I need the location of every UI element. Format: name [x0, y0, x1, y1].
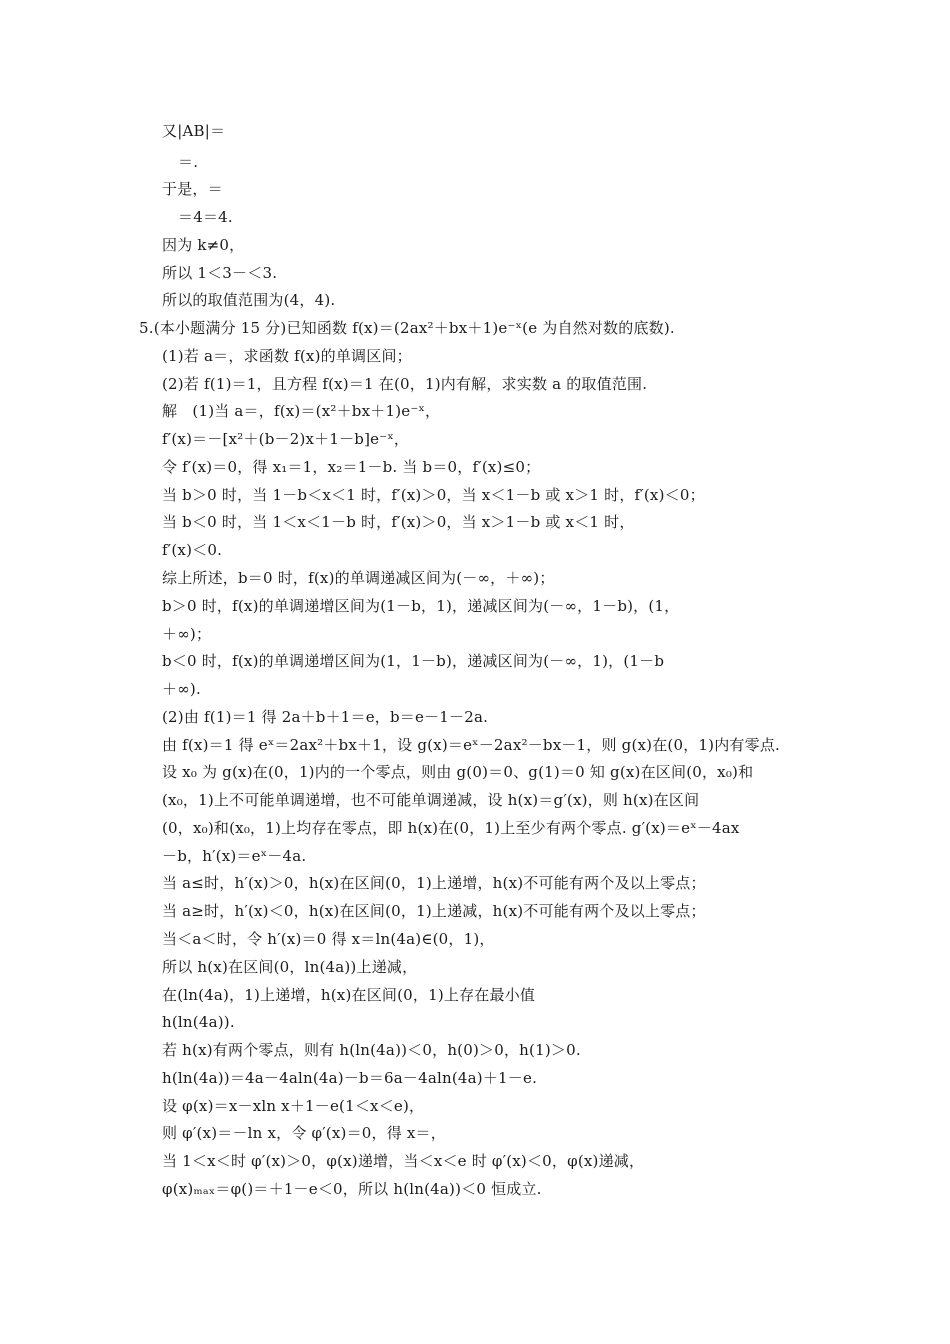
text-line: 当 b＜0 时，当 1＜x＜1－b 时，f′(x)＞0，当 x＞1－b 或 x＜1 时，	[162, 513, 635, 531]
text-line: (2)由 f(1)＝1 得 2a＋b＋1＝e，b＝e－1－2a.	[162, 708, 489, 726]
text-line: 由 f(x)＝1 得 eˣ＝2ax²＋bx＋1，设 g(x)＝eˣ－2ax²－bx－1，则 g(x)在(0，1)内有零点.	[162, 736, 780, 754]
text-line: b＜0 时，f(x)的单调递增区间为(1，1－b)，递减区间为(－∞，1)，(1－b	[162, 652, 665, 670]
text-line: 于是，＝	[162, 180, 223, 198]
text-line: 又|AB|＝	[162, 122, 226, 140]
text-line: 则 φ′(x)＝－ln x，令 φ′(x)＝0，得 x＝，	[162, 1124, 446, 1142]
text-line: 若 h(x)有两个零点，则有 h(ln(4a))＜0，h(0)＞0，h(1)＞0.	[162, 1041, 581, 1059]
problem-statement: 5.(本小题满分 15 分)已知函数 f(x)＝(2ax²＋bx＋1)e⁻ˣ(e 为自然对数的底数).	[139, 319, 675, 337]
text-line: ＋∞).	[162, 680, 201, 698]
text-line: φ(x)ₘₐₓ＝φ()＝＋1－e＜0，所以 h(ln(4a))＜0 恒成立.	[162, 1180, 542, 1198]
text-line: －b，h′(x)＝eˣ－4a.	[162, 847, 307, 865]
text-line: h(ln(4a)).	[162, 1013, 235, 1031]
text-line: 在(ln(4a)，1)上递增，h(x)在区间(0，1)上存在最小值	[162, 986, 536, 1004]
text-line: 综上所述，b＝0 时，f(x)的单调递减区间为(－∞，＋∞)；	[162, 569, 555, 587]
text-line: f′(x)＝－[x²＋(b－2)x＋1－b]e⁻ˣ，	[162, 430, 410, 448]
text-line: 设 x₀ 为 g(x)在(0，1)内的一个零点，则由 g(0)＝0、g(1)＝0 知 g(x)在区间(0，x₀)和	[162, 763, 754, 781]
text-line: 所以的取值范围为(4，4).	[162, 291, 336, 309]
text-line: (2)若 f(1)＝1，且方程 f(x)＝1 在(0，1)内有解，求实数 a 的取值范围.	[162, 375, 648, 393]
text-line: (1)若 a＝，求函数 f(x)的单调区间；	[162, 347, 412, 365]
text-line: 解 (1)当 a＝，f(x)＝(x²＋bx＋1)e⁻ˣ，	[162, 402, 441, 420]
text-line: (x₀，1)上不可能单调递增，也不可能单调递减，设 h(x)＝g′(x)，则 h(x)在区间	[162, 791, 700, 809]
text-line: 设 φ(x)＝x－xln x＋1－e(1＜x＜e)，	[162, 1097, 425, 1115]
text-line: 因为 k≠0，	[162, 236, 245, 254]
text-line: 所以 1＜3－＜3.	[162, 264, 278, 282]
text-line: f′(x)＜0.	[162, 541, 223, 559]
text-line: 当 a≥时，h′(x)＜0，h(x)在区间(0，1)上递减，h(x)不可能有两个及以上零点；	[162, 902, 706, 920]
text-line: ＝.	[178, 153, 199, 171]
text-line: ＝4＝4.	[178, 208, 233, 226]
text-line: 当 1＜x＜时 φ′(x)＞0，φ(x)递增，当＜x＜e 时 φ′(x)＜0，φ(x)递减，	[162, 1152, 645, 1170]
text-line: (0，x₀)和(x₀，1)上均存在零点，即 h(x)在(0，1)上至少有两个零点. g′(x)＝eˣ－4ax	[162, 819, 740, 837]
text-line: 当＜a＜时，令 h′(x)＝0 得 x＝ln(4a)∈(0，1)，	[162, 930, 495, 948]
text-line: b＞0 时，f(x)的单调递增区间为(1－b，1)，递减区间为(－∞，1－b)，(1，	[162, 597, 680, 615]
text-line: 当 b＞0 时，当 1－b＜x＜1 时，f′(x)＞0，当 x＜1－b 或 x＞1 时，f′(x)＜0；	[162, 486, 705, 504]
text-line: 令 f′(x)＝0，得 x₁＝1，x₂＝1－b. 当 b＝0，f′(x)≤0；	[162, 458, 541, 476]
text-line: 所以 h(x)在区间(0，ln(4a))上递减，	[162, 958, 418, 976]
text-line: h(ln(4a))＝4a－4aln(4a)－b＝6a－4aln(4a)＋1－e.	[162, 1069, 538, 1087]
text-line: 当 a≤时，h′(x)＞0，h(x)在区间(0，1)上递增，h(x)不可能有两个及以上零点；	[162, 874, 706, 892]
text-line: ＋∞)；	[162, 625, 212, 643]
